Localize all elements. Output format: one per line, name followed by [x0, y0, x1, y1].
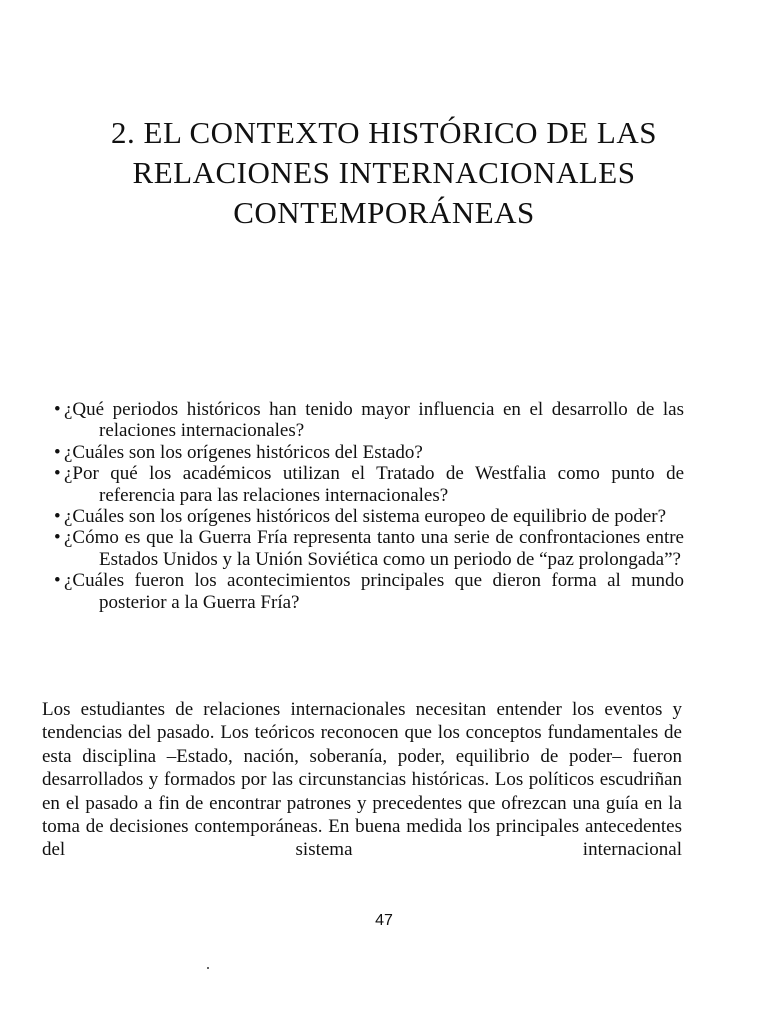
question-item: [44, 570, 684, 613]
page-number: 47: [375, 912, 393, 929]
question-item: [44, 463, 684, 506]
bullet-icon: •: [54, 506, 61, 528]
body-paragraph: Los estudiantes de relaciones internacionales necesitan entender los eventos y tendencias del pasado. Los teóricos reconocen que los conceptos fundamentales de esta disciplina –Estado, nación, soberanía, poder, equilibrio de poder– fueron desarrollados y formados por las circunstancias históricas. Los políticos escudriñan en el pasado a fin de encontrar patrones y precedentes que ofrezcan una guía en la toma de decisiones contemporáneas. En buena medida los principales antecedentes del sistema internacional: [42, 699, 682, 861]
scan-speck: [207, 967, 209, 969]
question-text: ¿Cuáles son los orígenes históricos del sistema europeo de equilibrio de poder?: [64, 506, 667, 528]
chapter-title-line: RELACIONES INTERNACIONALES: [132, 155, 636, 190]
chapter-title-line: CONTEMPORÁNEAS: [233, 195, 535, 230]
bullet-icon: •: [54, 463, 61, 485]
question-item: [44, 399, 684, 442]
guiding-questions-list: [44, 399, 684, 613]
question-text: ¿Cómo es que la Guerra Fría representa tanto una serie de confrontaciones entre Estados Unidos y la Unión Soviética como un periodo de “paz prolongada”?: [64, 527, 684, 570]
question-text: ¿Qué periodos históricos han tenido mayor influencia en el desarrollo de las relaciones internacionales?: [64, 399, 684, 442]
question-text: ¿Cuáles fueron los acontecimientos principales que dieron forma al mundo posterior a la Guerra Fría?: [64, 570, 684, 613]
question-item: [44, 506, 684, 527]
bullet-icon: •: [54, 570, 61, 592]
chapter-title: [40, 113, 728, 233]
question-text: ¿Por qué los académicos utilizan el Tratado de Westfalia como punto de referencia para las relaciones internacionales?: [64, 463, 684, 506]
question-item: [44, 527, 684, 570]
bullet-icon: •: [54, 399, 61, 420]
chapter-title-line: 2. EL CONTEXTO HISTÓRICO DE LAS: [111, 115, 657, 150]
bullet-icon: •: [54, 527, 61, 549]
question-item: [44, 442, 684, 463]
bullet-icon: •: [54, 441, 61, 463]
question-text: ¿Cuáles son los orígenes históricos del Estado?: [64, 441, 423, 463]
